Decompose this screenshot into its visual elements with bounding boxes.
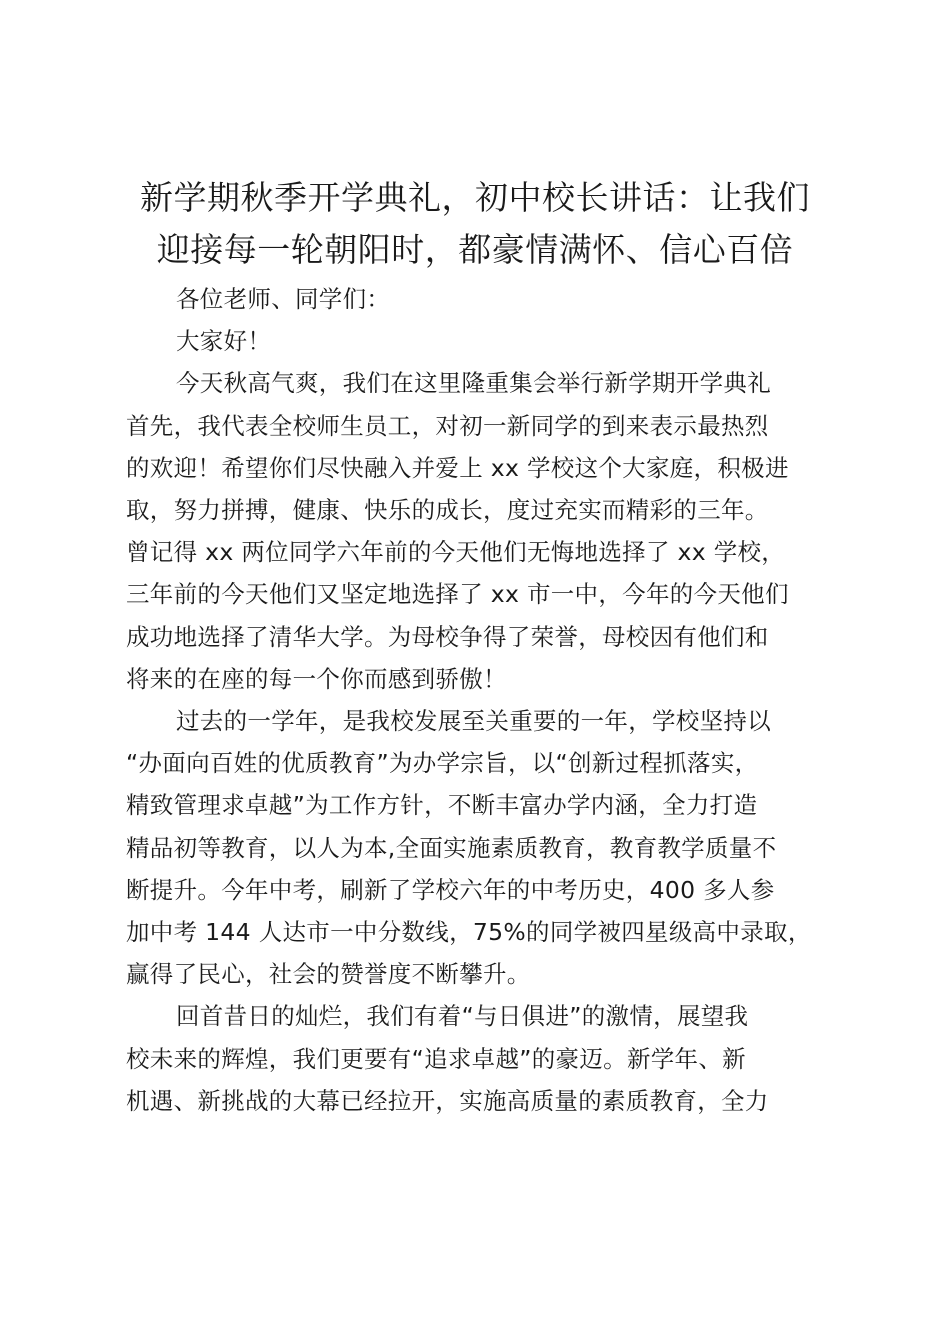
paragraph-line: 过去的一学年，是我校发展至关重要的一年，学校坚持以 <box>176 707 771 736</box>
paragraph-line: 精品初等教育，以人为本,全面实施素质教育，教育教学质量不 <box>126 833 777 862</box>
paragraph-line: 精致管理求卓越”为工作方针，不断丰富办学内涵，全力打造 <box>126 791 758 820</box>
paragraph-line: 成功地选择了清华大学。为母校争得了荣誉，母校因有他们和 <box>126 622 769 651</box>
paragraph-line: “办面向百姓的优质教育”为办学宗旨，以“创新过程抓落实， <box>126 749 759 778</box>
paragraph <box>126 995 832 1122</box>
paragraph <box>126 320 832 362</box>
paragraph-line: 断提升。今年中考，刷新了学校六年的中考历史，400 多人参 <box>126 875 775 904</box>
paragraph-line: 加中考 144 人达市一中分数线，75%的同学被四星级高中录取， <box>126 918 812 947</box>
document-body <box>126 278 832 1122</box>
paragraph-line: 各位老师、同学们： <box>176 285 391 313</box>
paragraph-line: 校未来的辉煌，我们更要有“追求卓越”的豪迈。新学年、新 <box>126 1044 746 1073</box>
paragraph-line: 机遇、新挑战的大幕已经拉开，实施高质量的素质教育，全力 <box>126 1086 769 1115</box>
paragraph-line: 今天秋高气爽，我们在这里隆重集会举行新学期开学典礼 <box>176 369 771 398</box>
paragraph-line: 首先，我代表全校师生员工，对初一新同学的到来表示最热烈 <box>126 411 769 440</box>
document-title <box>110 172 840 276</box>
paragraph-line: 的欢迎！希望你们尽快融入并爱上 xx 学校这个大家庭，积极进 <box>126 453 789 482</box>
paragraph-line: 将来的在座的每一个你而感到骄傲！ <box>126 664 507 693</box>
paragraph <box>126 700 832 995</box>
title-line-2: 迎接每一轮朝阳时，都豪情满怀、信心百倍 <box>156 230 794 269</box>
paragraph <box>126 362 832 700</box>
paragraph-line: 赢得了民心，社会的赞誉度不断攀升。 <box>126 960 531 989</box>
paragraph-line: 取，努力拼搏，健康、快乐的成长，度过充实而精彩的三年。 <box>126 496 769 525</box>
paragraph-line: 曾记得 xx 两位同学六年前的今天他们无悔地选择了 xx 学校， <box>126 538 786 567</box>
paragraph-line: 回首昔日的灿烂，我们有着“与日俱进”的激情，展望我 <box>176 1002 749 1031</box>
paragraph <box>126 278 832 320</box>
title-line-1: 新学期秋季开学典礼，初中校长讲话：让我们 <box>140 178 810 217</box>
paragraph-line: 三年前的今天他们又坚定地选择了 xx 市一中，今年的今天他们 <box>126 580 789 609</box>
paragraph-line: 大家好！ <box>176 327 272 356</box>
